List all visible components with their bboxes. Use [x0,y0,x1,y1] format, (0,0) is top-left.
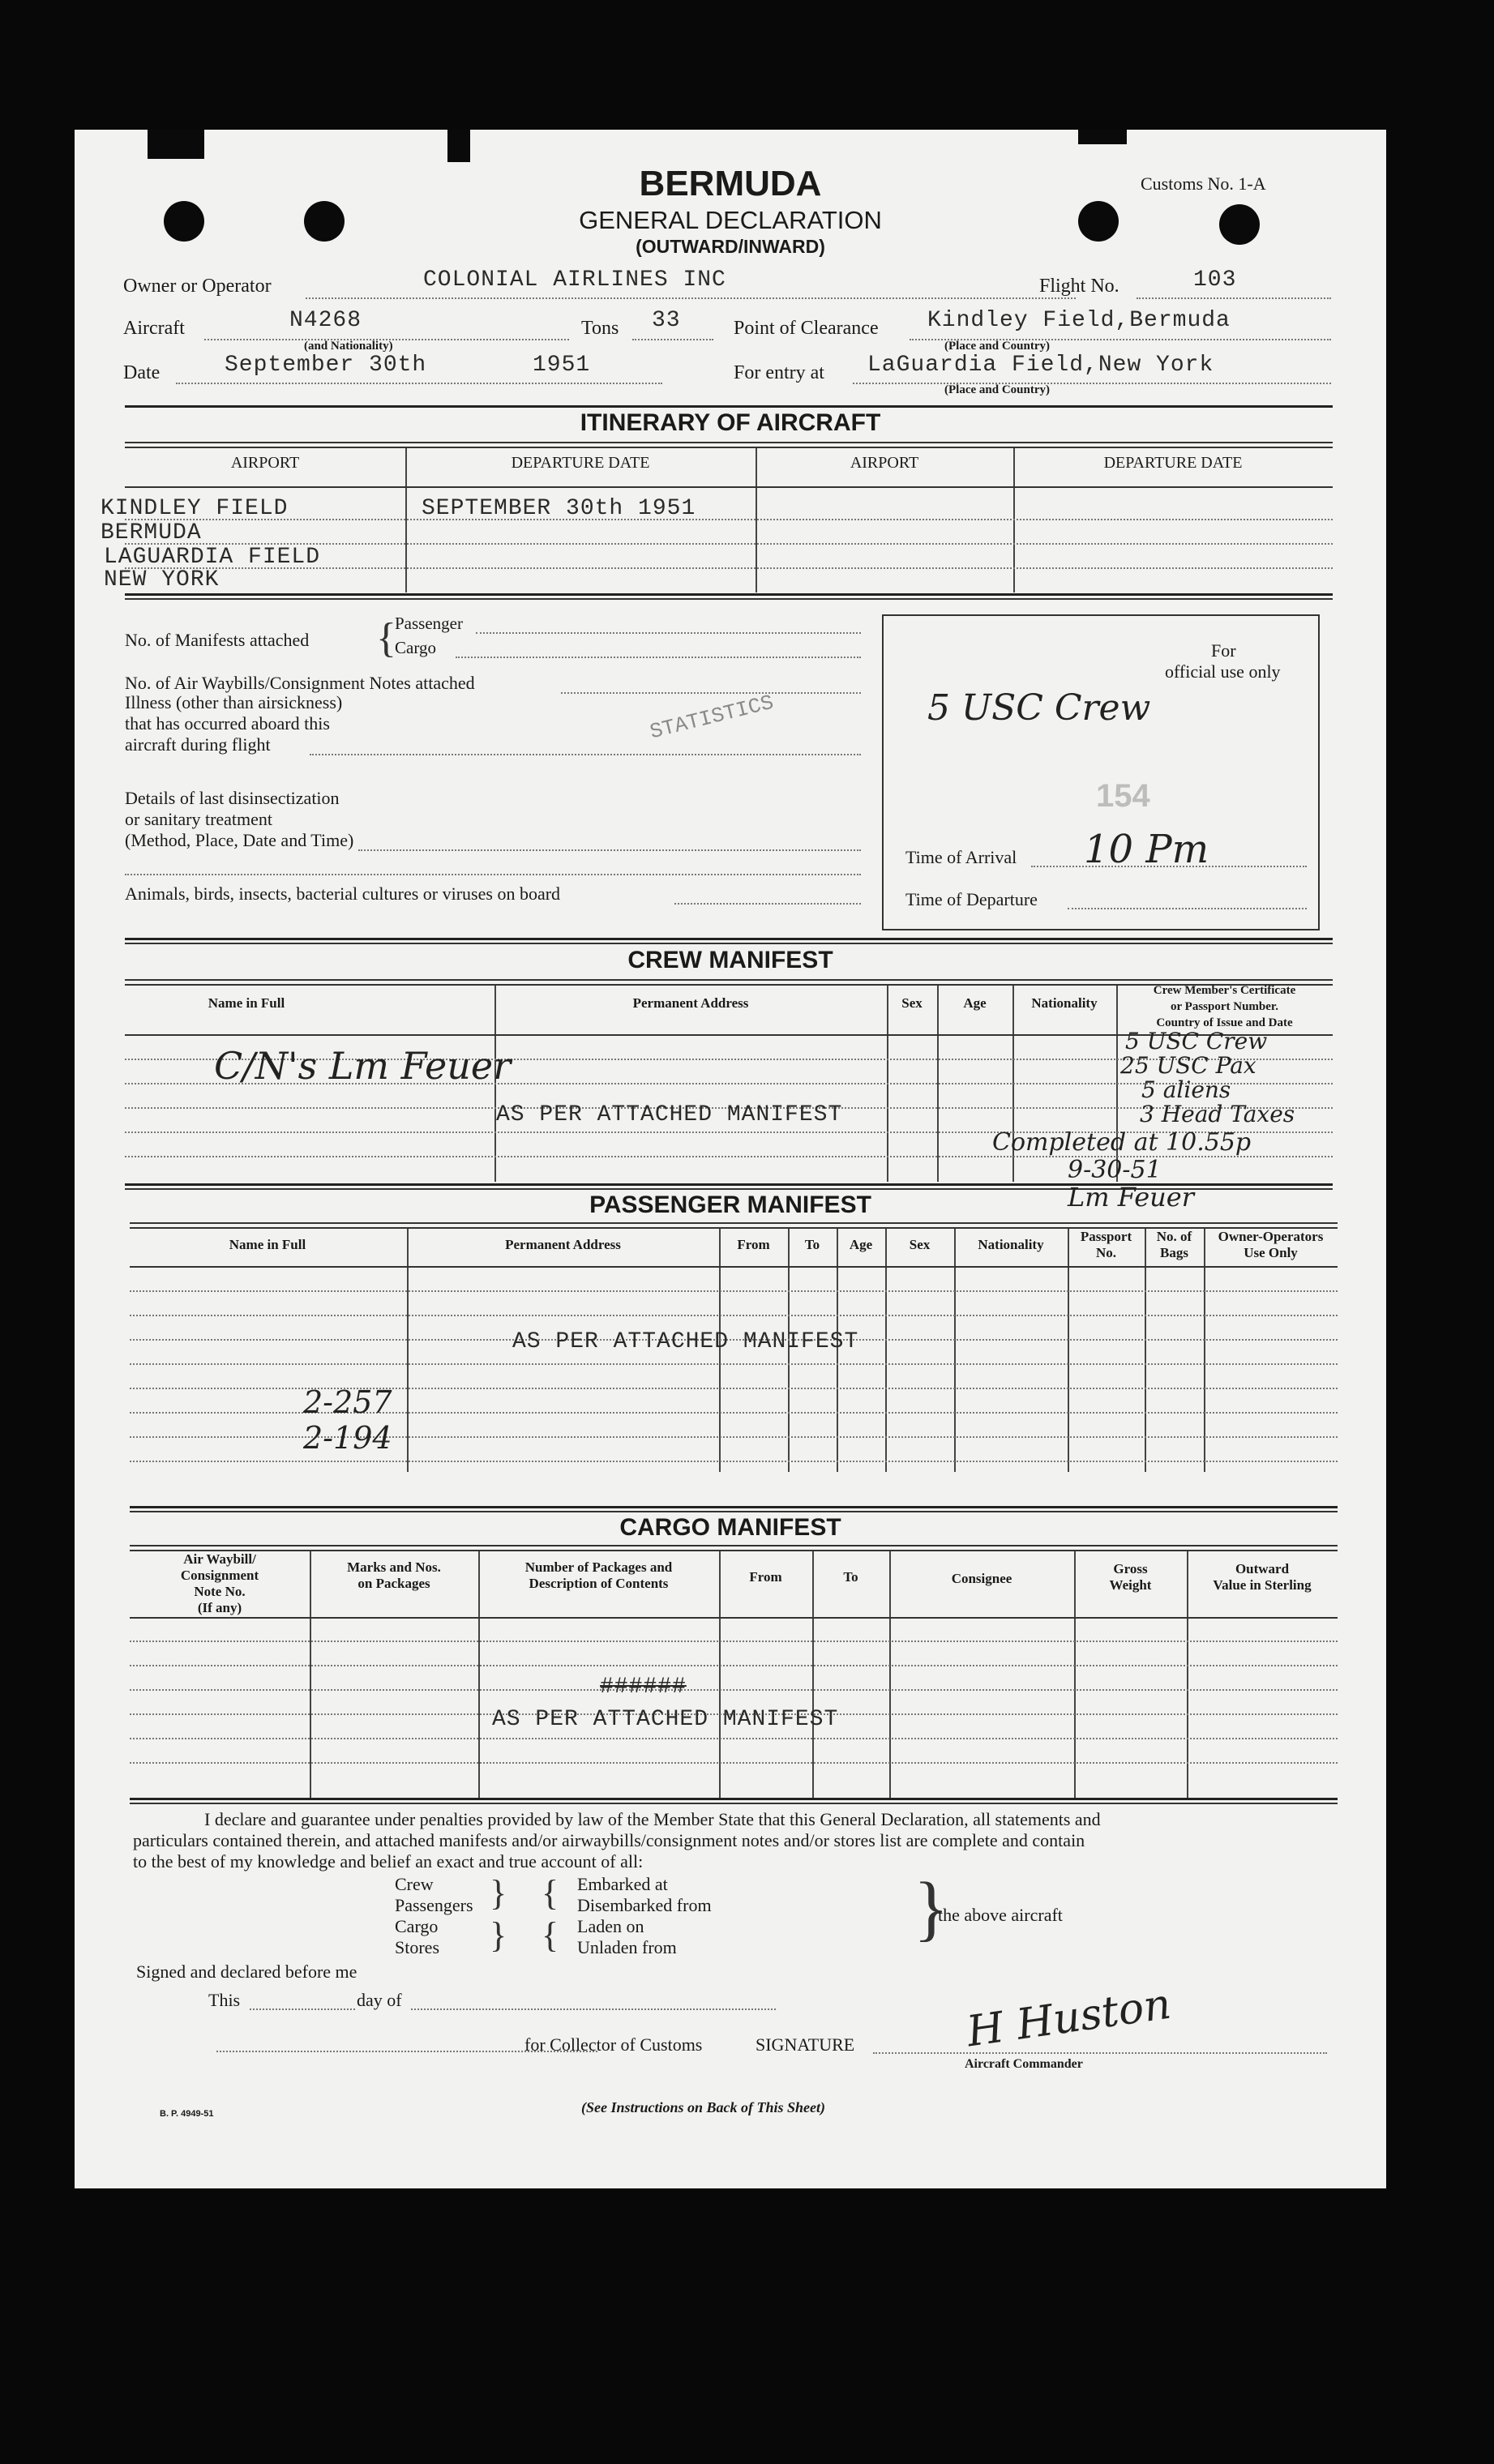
itinerary-airport-1: KINDLEY FIELD [101,496,289,521]
cargo-col-value-1: Outward [1235,1561,1290,1576]
passenger-col-passport-2: No. [1095,1245,1117,1260]
cargo-struck-text: ###### [600,1675,687,1700]
instructions-note: (See Instructions on Back of This Sheet) [581,2099,826,2115]
cargo-as-per: AS PER ATTACHED MANIFEST [492,1707,839,1732]
disinsect-line-3: (Method, Place, Date and Time) [125,830,354,850]
itinerary-title: ITINERARY OF AIRCRAFT [580,409,881,436]
cargo-title: CARGO MANIFEST [619,1514,841,1541]
passenger-col-to: To [804,1237,820,1252]
collector-label: for Collector of Customs [524,2034,703,2055]
official-label-2: official use only [1165,661,1281,682]
this-label: This [208,1990,241,2010]
brace-3: } [490,1915,507,1955]
declaration-left-1: Crew [395,1874,434,1894]
crew-col-cert-1: Crew Member's Certificate [1153,984,1296,997]
top-notch-3 [1078,130,1127,144]
crew-col-cert-2: or Passport Number. [1171,1000,1278,1013]
official-hand-note: 5 USC Crew [927,687,1151,729]
illness-line-2: that has occurred aboard this [125,713,330,734]
owner-value: COLONIAL AIRLINES INC [423,267,726,293]
crew-title: CREW MANIFEST [627,947,833,973]
cargo-col-from: From [749,1569,782,1585]
place-country-note-1: (Place and Country) [944,340,1050,353]
crew-completed-date: 9-30-51 [1068,1156,1162,1184]
form-subtitle: GENERAL DECLARATION [579,206,882,234]
itinerary-departure-value: SEPTEMBER 30th 1951 [422,496,696,521]
commander-signature: H Huston [964,1979,1175,2057]
cargo-col-waybill-1: Air Waybill/ [183,1551,256,1567]
top-notch-1 [148,130,204,159]
crew-col-age: Age [963,995,987,1011]
crew-hand-note-4: 3 Head Taxes [1140,1101,1295,1127]
declaration-line-2: particulars contained therein, and attached manifests and/or airwaybills/consignment notes and/or stores list are complete and contain [133,1830,1085,1850]
entry-value: LaGuardia Field,New York [867,353,1214,378]
official-label-1: For [1211,640,1236,661]
crew-as-per: AS PER ATTACHED MANIFEST [496,1102,843,1127]
crew-col-cert-3: Country of Issue and Date [1156,1016,1293,1029]
passenger-col-bags-1: No. of [1156,1229,1192,1244]
declaration-left-2: Passengers [395,1895,473,1915]
tons-label: Tons [581,318,619,339]
declaration-right-2: Disembarked from [577,1895,712,1915]
illness-line-3: aircraft during flight [125,734,271,755]
crew-completed-note: Completed at 10.55p [992,1128,1252,1157]
itinerary-airport-2: BERMUDA [101,520,202,545]
itinerary-col-airport: AIRPORT [230,454,300,472]
brace-2: } [490,1873,507,1913]
itinerary-col-departure-2: DEPARTURE DATE [1103,454,1243,472]
declaration-line-1: I declare and guarantee under penalties provided by law of the Member State that this General Declaration, all statements and [204,1809,1101,1829]
customs-number: Customs No. 1-A [1141,173,1266,194]
clearance-label: Point of Clearance [734,318,879,339]
itinerary-airport-4: NEW YORK [104,567,220,592]
passenger-col-passport-1: Passport [1080,1229,1132,1244]
tons-value: 33 [652,308,681,333]
aircraft-note: (and Nationality) [304,340,393,353]
declaration-form [75,130,1386,2188]
animals-label: Animals, birds, insects, bacterial cultures or viruses on board [125,883,561,904]
commander-label: Aircraft Commander [965,2057,1083,2071]
day-of-label: day of [357,1990,402,2010]
manifests-passenger: Passenger [395,614,463,633]
arrival-value: 10 Pm [1084,827,1209,872]
owner-label: Owner or Operator [123,276,272,297]
itinerary-col-airport-2: AIRPORT [850,454,919,472]
passenger-col-from: From [737,1237,770,1252]
signature-label: SIGNATURE [756,2034,855,2055]
cargo-col-waybill-4: (If any) [197,1600,242,1615]
crew-col-name: Name in Full [208,995,285,1011]
official-stamp-number: 154 [1096,778,1150,814]
crew-hand-note-3: 5 aliens [1141,1076,1231,1103]
declaration-line-3: to the best of my knowledge and belief an exact and true account of all: [133,1851,644,1872]
arrival-label: Time of Arrival [905,847,1017,867]
brace-4: { [542,1873,559,1913]
form-number: B. P. 4949-51 [160,2109,214,2119]
aircraft-label: Aircraft [123,318,185,339]
form-title: BERMUDA [639,164,822,203]
passenger-col-nationality: Nationality [978,1237,1044,1252]
itinerary-airport-3: LAGUARDIA FIELD [104,545,321,570]
crew-hand-note-2: 25 USC Pax [1120,1052,1256,1079]
cargo-col-marks-2: on Packages [357,1576,430,1591]
cargo-col-weight-2: Weight [1109,1577,1152,1593]
declaration-right-4: Unladen from [577,1937,677,1957]
passenger-hand-number-1: 2-257 [303,1384,392,1420]
cargo-col-marks-1: Marks and Nos. [347,1559,441,1575]
crew-col-address: Permanent Address [632,995,749,1011]
brace-6: } [914,1868,949,1949]
flight-label: Flight No. [1039,276,1119,297]
brace-5: { [542,1915,559,1955]
aircraft-value: N4268 [289,308,362,333]
declaration-right-1: Embarked at [577,1874,668,1894]
passenger-col-age: Age [849,1237,873,1252]
cargo-col-packages-2: Description of Contents [529,1576,669,1591]
brace-1: { [376,615,396,661]
crew-hand-name: C/N's Lm Feuer [214,1044,512,1088]
passenger-col-bags-2: Bags [1160,1245,1188,1260]
passenger-hand-number-2: 2-194 [303,1420,392,1456]
passenger-col-owner-2: Use Only [1244,1245,1298,1260]
cargo-col-consignee: Consignee [951,1571,1012,1586]
date-value: September 30th [225,353,427,378]
passenger-as-per: AS PER ATTACHED MANIFEST [512,1329,859,1354]
cargo-col-weight-1: Gross [1113,1561,1148,1576]
statistics-stamp: STATISTICS [647,690,777,745]
departure-time-label: Time of Departure [905,889,1038,909]
passenger-col-sex: Sex [909,1237,931,1252]
top-notch-2 [447,130,470,162]
crew-col-nationality: Nationality [1031,995,1098,1011]
declaration-left-4: Stores [395,1937,439,1957]
declaration-right-3: Laden on [577,1916,644,1936]
crew-completed-signature: Lm Feuer [1068,1182,1194,1213]
waybills-label: No. of Air Waybills/Consignment Notes attached [125,673,475,693]
disinsect-line-2: or sanitary treatment [125,809,273,829]
manifests-label: No. of Manifests attached [125,630,310,650]
signed-label: Signed and declared before me [136,1961,357,1982]
passenger-col-name: Name in Full [229,1237,306,1252]
date-year: 1951 [533,353,591,378]
clearance-value: Kindley Field,Bermuda [927,308,1231,333]
entry-label: For entry at [734,362,824,383]
cargo-col-waybill-3: Note No. [194,1584,246,1599]
itinerary-col-departure: DEPARTURE DATE [511,454,650,472]
flight-value: 103 [1193,267,1237,293]
cargo-col-waybill-2: Consignment [180,1568,259,1583]
passenger-title: PASSENGER MANIFEST [589,1191,871,1218]
date-label: Date [123,362,161,383]
place-country-note-2: (Place and Country) [944,383,1050,396]
cargo-col-packages-1: Number of Packages and [524,1559,673,1575]
passenger-col-owner-1: Owner-Operators [1218,1229,1324,1244]
cargo-col-to: To [843,1569,858,1585]
declaration-above-aircraft: the above aircraft [938,1905,1063,1925]
cargo-col-value-2: Value in Sterling [1213,1577,1312,1593]
crew-col-sex: Sex [901,995,923,1011]
form-subtitle-2: (OUTWARD/INWARD) [636,236,825,257]
illness-line-1: Illness (other than airsickness) [125,692,343,712]
disinsect-line-1: Details of last disinsectization [125,788,340,808]
passenger-col-address: Permanent Address [505,1237,621,1252]
declaration-left-3: Cargo [395,1916,439,1936]
manifests-cargo: Cargo [395,638,436,657]
crew-hand-note-1: 5 USC Crew [1125,1028,1268,1054]
